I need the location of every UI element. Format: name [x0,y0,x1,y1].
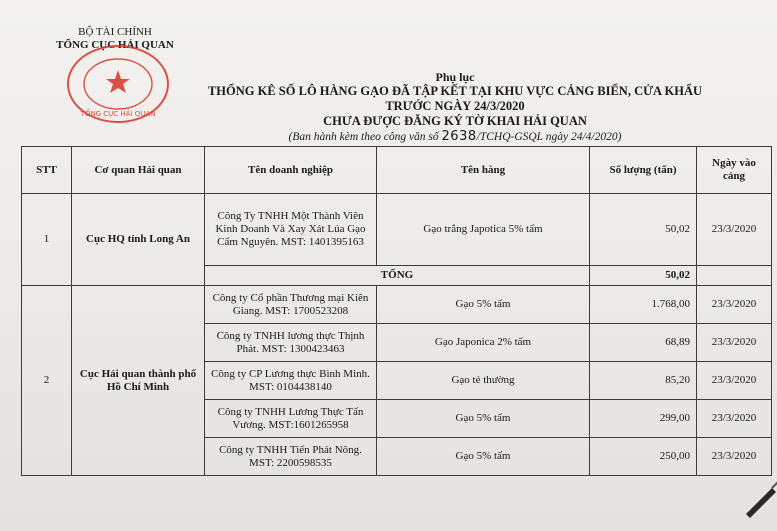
pen-tip-icon [742,478,777,518]
header-date: Ngày vào cảng [697,147,772,194]
row-company: Công ty TNHH Lương Thực Tấn Vương. MST:1601265958 [205,400,377,438]
row-goods: Gạo Japonica 2% tấm [377,324,590,362]
issued-suffix: /TCHQ-GSQL ngày 24/4/2020) [476,131,622,143]
row-quantity: 250,00 [590,438,697,476]
title-line-2: CHƯA ĐƯỢC ĐĂNG KÝ TỜ KHAI HẢI QUAN [323,114,587,128]
row-company: Công ty CP Lương thực Bình Minh. MST: 0104438140 [205,362,377,400]
group1-agency: Cục HQ tỉnh Long An [72,194,205,286]
table-header-row [22,147,772,194]
row-date: 23/3/2020 [697,438,772,476]
table-row [22,286,772,324]
row-goods: Gạo 5% tấm [377,400,590,438]
official-seal-stamp [62,40,174,124]
row-company: Công ty TNHH Tiến Phát Nông. MST: 2200598535 [205,438,377,476]
row-company: Công ty Cổ phần Thương mại Kiên Giang. MST: 1700523208 [205,286,377,324]
row-goods: Gạo trắng Japotica 5% tấm [377,194,590,266]
issued-number: 2638 [441,129,477,144]
row-date: 23/3/2020 [697,286,772,324]
row-company: Công Ty TNHH Một Thành Viên Kinh Doanh Và Xay Xát Lúa Gạo Cẩm Nguyên. MST: 1401395163 [205,194,377,266]
document-heading [185,70,725,145]
row-date: 23/3/2020 [697,400,772,438]
group2-stt: 2 [22,286,72,476]
row-goods: Gạo tẻ thường [377,362,590,400]
appendix-label: Phụ lục [435,70,475,84]
row-quantity: 85,20 [590,362,697,400]
issued-prefix: (Ban hành kèm theo công văn số [288,131,439,143]
header-stt: STT [22,147,72,194]
row-date: 23/3/2020 [697,324,772,362]
row-date: 23/3/2020 [697,194,772,266]
rice-shipments-table [21,146,772,476]
header-company: Tên doanh nghiệp [205,147,377,194]
total-label: TỔNG [205,266,590,286]
total-date-empty [697,266,772,286]
total-value: 50,02 [590,266,697,286]
row-quantity: 50,02 [590,194,697,266]
group1-stt: 1 [22,194,72,286]
ministry-name: BỘ TÀI CHÍNH [78,26,152,38]
row-quantity: 68,89 [590,324,697,362]
row-company: Công ty TNHH lương thực Thịnh Phát. MST: 1300423463 [205,324,377,362]
header-goods: Tên hàng [377,147,590,194]
row-quantity: 299,00 [590,400,697,438]
row-quantity: 1.768,00 [590,286,697,324]
stamp-text: TỔNG CỤC HẢI QUAN [80,110,156,118]
group2-agency: Cục Hải quan thành phố Hồ Chí Minh [72,286,205,476]
header-agency: Cơ quan Hải quan [72,147,205,194]
department-name: TỔNG CỤC HẢI QUAN [56,39,174,51]
title-line-1: THỐNG KÊ SỐ LÔ HÀNG GẠO ĐÃ TẬP KẾT TẠI KHU VỰC CẢNG BIỂN, CỬA KHẨU TRƯỚC NGÀY 24/3/2020 [207,84,703,113]
row-date: 23/3/2020 [697,362,772,400]
table-row [22,194,772,266]
issued-note [185,129,725,145]
row-goods: Gạo 5% tấm [377,286,590,324]
row-goods: Gạo 5% tấm [377,438,590,476]
header-quantity: Số lượng (tấn) [590,147,697,194]
